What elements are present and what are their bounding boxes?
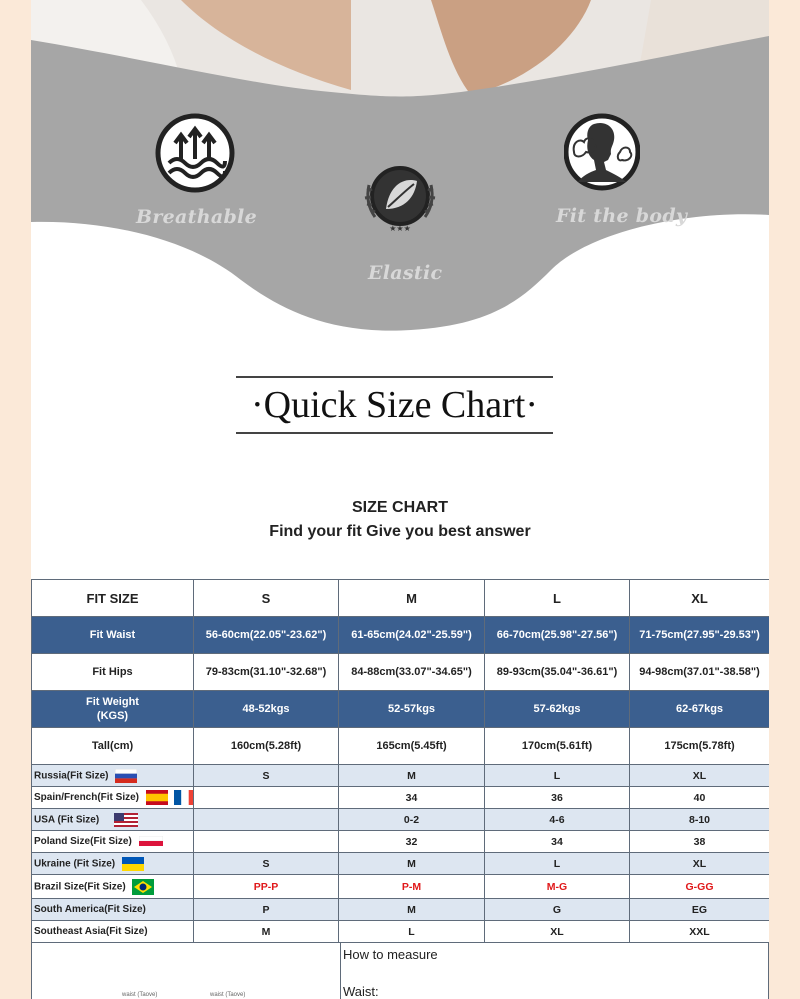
table-cell: 34 xyxy=(485,831,630,853)
table-row xyxy=(32,853,770,875)
region-label: USA (Fit Size) xyxy=(34,814,100,826)
table-row xyxy=(32,617,770,654)
table-cell: P-M xyxy=(339,875,485,899)
table-cell: 57-62kgs xyxy=(485,691,630,728)
table-cell: 40 xyxy=(630,787,770,809)
feature-fit-body-label: Fit the body xyxy=(556,205,688,227)
table-cell: XXL xyxy=(630,921,770,943)
table-cell: L xyxy=(339,921,485,943)
quick-size-chart-heading xyxy=(236,376,553,434)
table-row xyxy=(32,654,770,691)
table-cell: S xyxy=(194,765,339,787)
table-cell: 32 xyxy=(339,831,485,853)
row-label xyxy=(32,853,194,875)
table-row xyxy=(32,899,770,921)
row-label xyxy=(32,691,194,728)
table-cell: XL xyxy=(630,853,770,875)
table-cell: 89-93cm(35.04"-36.61") xyxy=(485,654,630,691)
table-cell: M xyxy=(194,921,339,943)
row-label: Fit Hips xyxy=(32,654,194,691)
row-label: Southeast Asia(Fit Size) xyxy=(32,921,194,943)
region-label: Brazil Size(Fit Size) xyxy=(34,881,126,893)
table-cell: 94-98cm(37.01"-38.58") xyxy=(630,654,770,691)
row-label: South America(Fit Size) xyxy=(32,899,194,921)
row-label xyxy=(32,809,194,831)
table-cell: 170cm(5.61ft) xyxy=(485,728,630,765)
table-row xyxy=(32,921,770,943)
table-row xyxy=(32,809,770,831)
table-cell: 79-83cm(31.10"-32.68") xyxy=(194,654,339,691)
table-cell xyxy=(194,831,339,853)
table-cell: P xyxy=(194,899,339,921)
header-cell: S xyxy=(194,580,339,617)
table-row xyxy=(32,765,770,787)
table-cell: 175cm(5.78ft) xyxy=(630,728,770,765)
table-cell: M xyxy=(339,765,485,787)
table-cell xyxy=(194,809,339,831)
table-cell: 62-67kgs xyxy=(630,691,770,728)
table-cell: XL xyxy=(630,765,770,787)
table-cell: 8-10 xyxy=(630,809,770,831)
row-label-line: (KGS) xyxy=(96,710,129,722)
table-cell: 0-2 xyxy=(339,809,485,831)
section-divider xyxy=(340,943,341,999)
size-chart-subtitle: Find your fit Give you best answer xyxy=(269,523,531,540)
region-label: Spain/French(Fit Size) xyxy=(34,792,140,804)
diagram-caption-right: waist (Taove) xyxy=(210,992,246,998)
usa-flag-icon xyxy=(114,813,138,827)
table-cell: 66-70cm(25.98"-27.56") xyxy=(485,617,630,654)
how-to-measure-label: How to measure xyxy=(343,947,438,962)
row-label xyxy=(32,831,194,853)
table-cell: 38 xyxy=(630,831,770,853)
table-cell: 4-6 xyxy=(485,809,630,831)
table-header-row xyxy=(32,580,770,617)
table-cell: XL xyxy=(485,921,630,943)
table-cell: M xyxy=(339,899,485,921)
size-chart-title: SIZE CHART xyxy=(352,499,448,516)
france-flag-icon xyxy=(174,790,194,805)
feature-breathable-label: Breathable xyxy=(136,206,257,228)
table-cell: 36 xyxy=(485,787,630,809)
row-label: Fit Waist xyxy=(32,617,194,654)
how-to-measure-section xyxy=(31,943,769,999)
header-cell: L xyxy=(485,580,630,617)
brazil-flag-icon xyxy=(132,879,154,895)
region-label: Russia(Fit Size) xyxy=(34,770,109,782)
size-table xyxy=(31,579,769,943)
row-label xyxy=(32,875,194,899)
table-cell: S xyxy=(194,853,339,875)
table-row xyxy=(32,728,770,765)
header-cell: XL xyxy=(630,580,770,617)
header-cell: FIT SIZE xyxy=(32,580,194,617)
quick-size-chart-title: ·Quick Size Chart· xyxy=(250,384,539,426)
table-cell: 56-60cm(22.05"-23.62") xyxy=(194,617,339,654)
table-cell xyxy=(194,787,339,809)
table-cell: 71-75cm(27.95"-29.53") xyxy=(630,617,770,654)
table-cell: 34 xyxy=(339,787,485,809)
table-cell: 52-57kgs xyxy=(339,691,485,728)
ukraine-flag-icon xyxy=(122,857,144,871)
table-cell: 48-52kgs xyxy=(194,691,339,728)
region-label: Ukraine (Fit Size) xyxy=(34,858,116,870)
table-row xyxy=(32,875,770,899)
product-detail-sheet xyxy=(31,0,769,999)
table-row xyxy=(32,787,770,809)
row-label xyxy=(32,787,194,809)
table-cell: PP-P xyxy=(194,875,339,899)
table-cell: M xyxy=(339,853,485,875)
table-cell: 61-65cm(24.02"-25.59") xyxy=(339,617,485,654)
table-cell: 165cm(5.45ft) xyxy=(339,728,485,765)
svg-text:★★★: ★★★ xyxy=(389,224,411,233)
table-cell: 160cm(5.28ft) xyxy=(194,728,339,765)
russia-flag-icon xyxy=(115,769,137,783)
poland-flag-icon xyxy=(139,836,163,846)
row-label: Tall(cm) xyxy=(32,728,194,765)
waist-label: Waist: xyxy=(343,984,379,999)
feature-elastic-label: Elastic xyxy=(368,262,443,284)
table-cell: 84-88cm(33.07"-34.65") xyxy=(339,654,485,691)
table-row xyxy=(32,691,770,728)
region-label: Poland Size(Fit Size) xyxy=(34,836,132,847)
table-cell: L xyxy=(485,765,630,787)
header-cell: M xyxy=(339,580,485,617)
row-label-line: Fit Weight xyxy=(86,696,139,708)
row-label xyxy=(32,765,194,787)
table-cell: G xyxy=(485,899,630,921)
table-row xyxy=(32,831,770,853)
diagram-caption-left: waist (Taove) xyxy=(122,992,158,998)
table-cell: L xyxy=(485,853,630,875)
spain-flag-icon xyxy=(146,790,168,805)
table-cell: EG xyxy=(630,899,770,921)
feature-banner xyxy=(31,0,769,340)
table-cell: G-GG xyxy=(630,875,770,899)
table-cell: M-G xyxy=(485,875,630,899)
